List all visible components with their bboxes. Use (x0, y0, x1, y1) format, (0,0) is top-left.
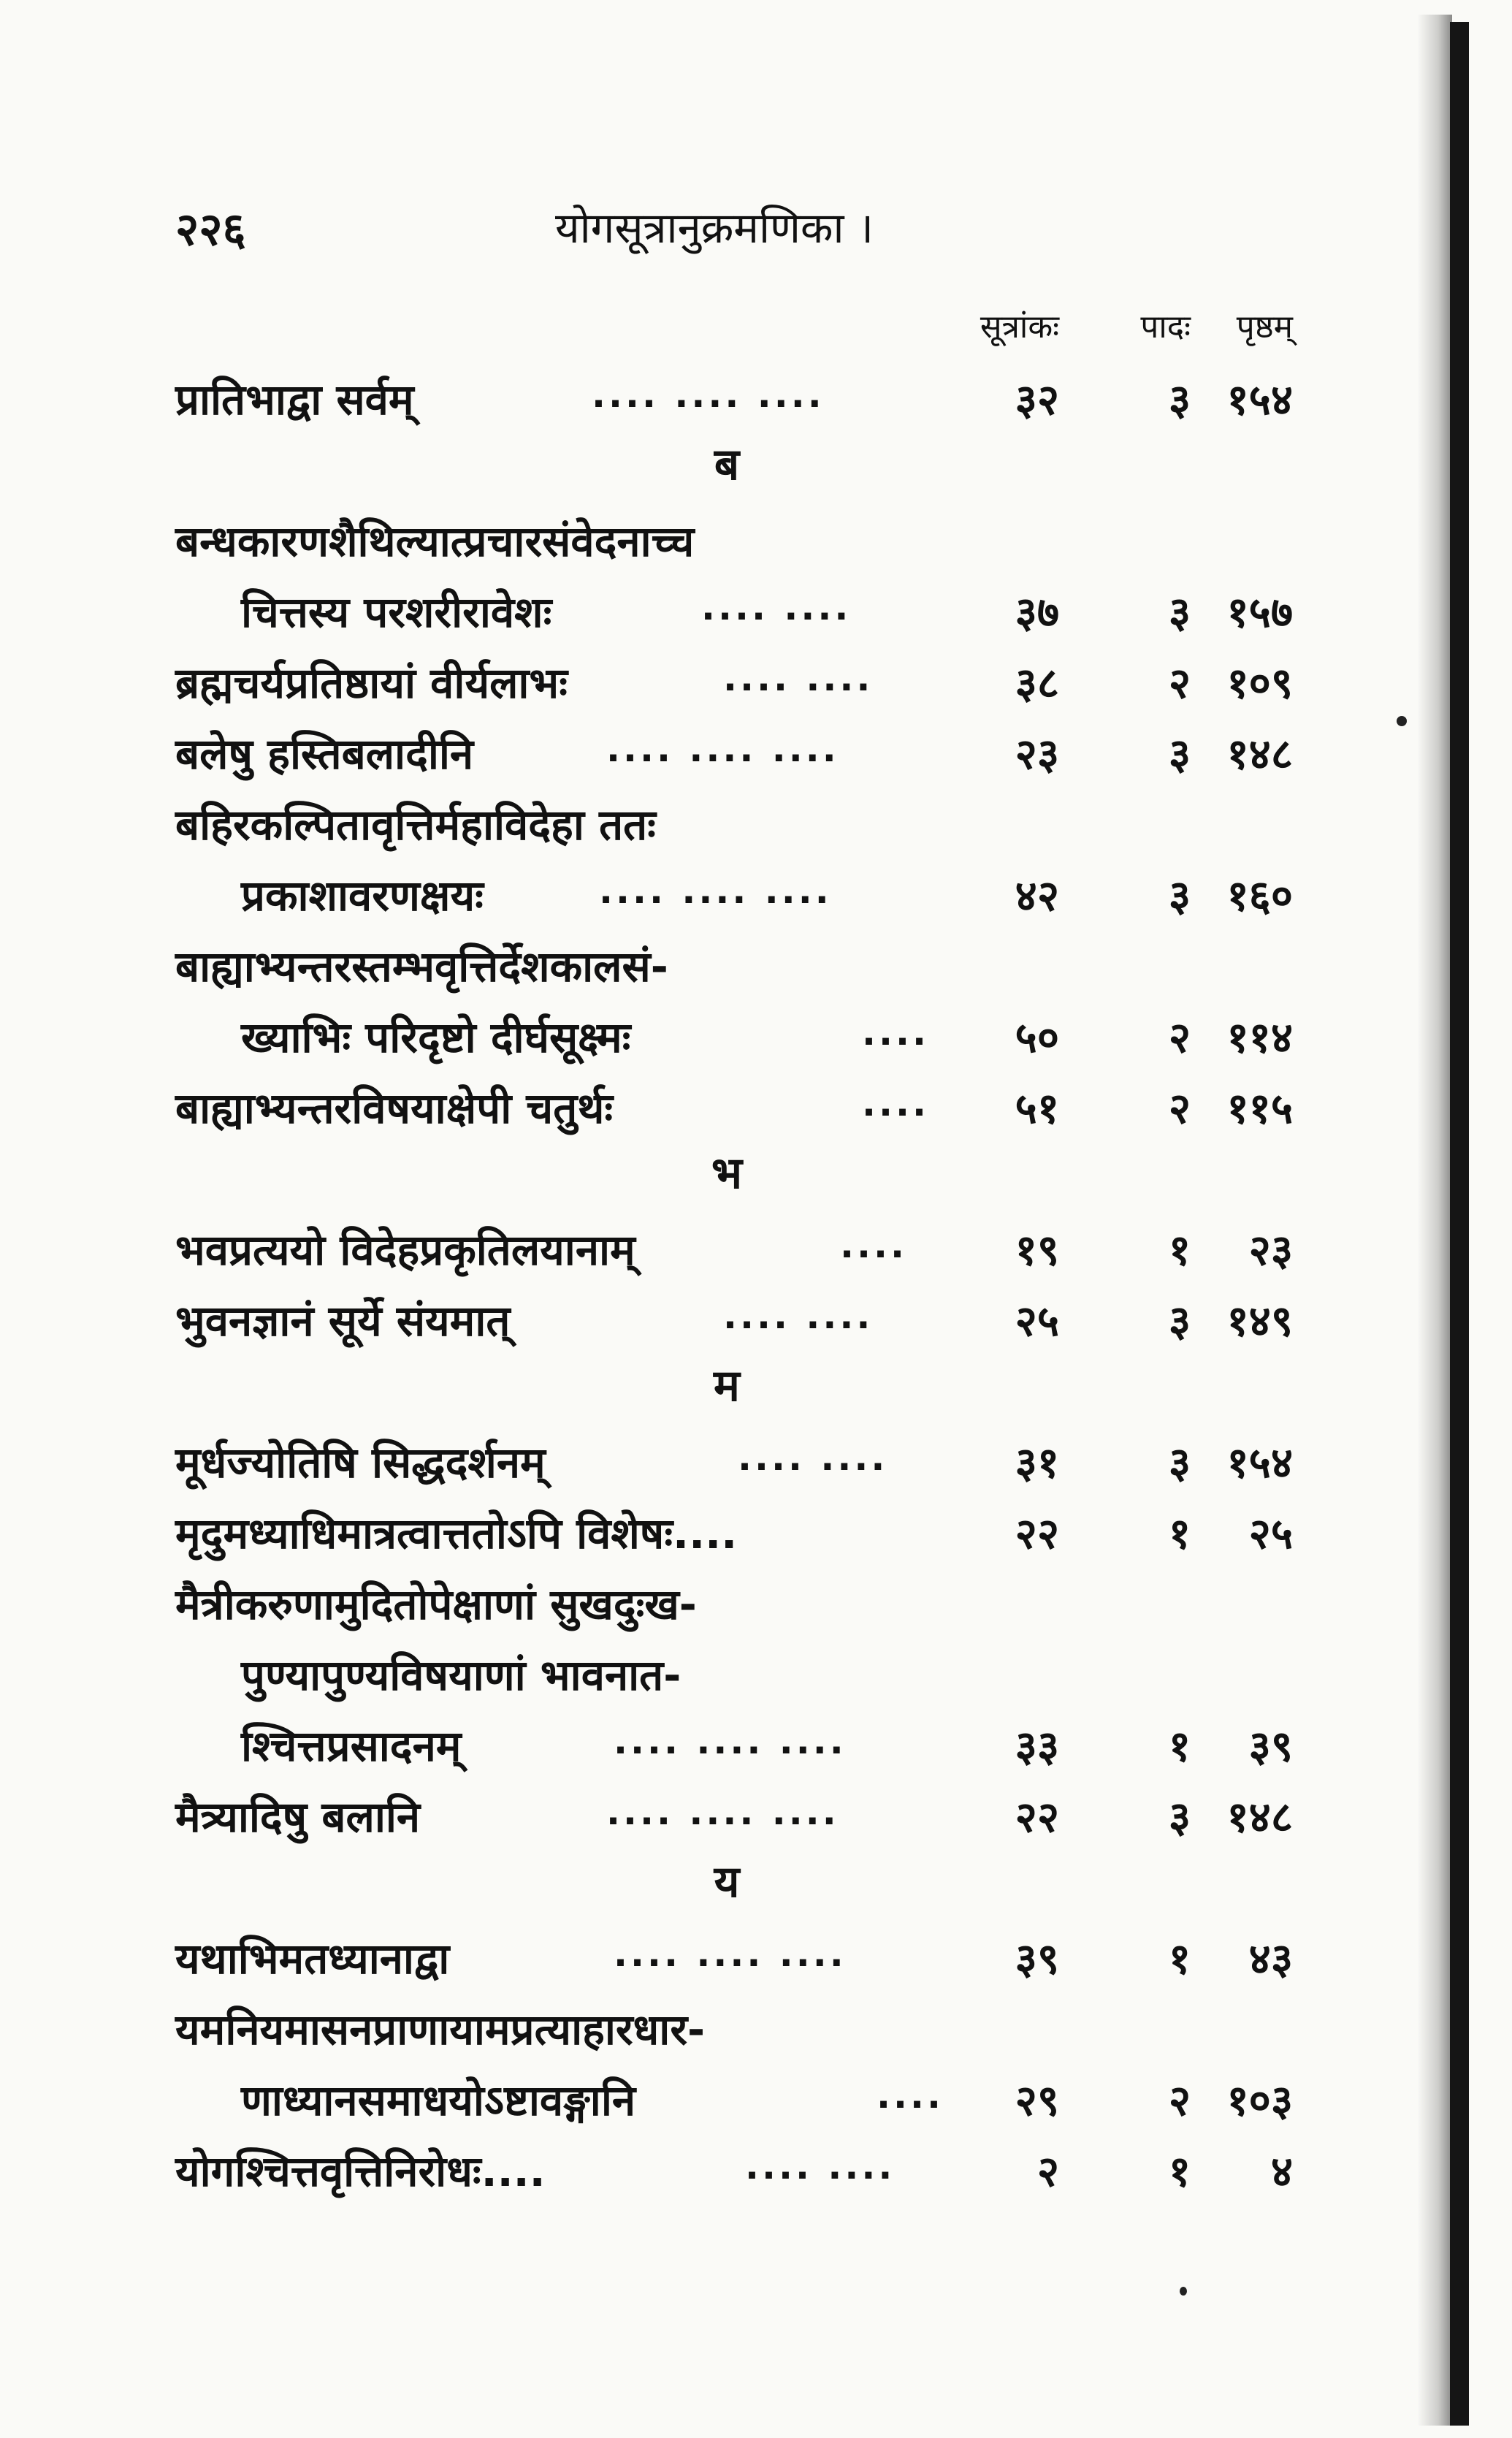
pada-number: ३ (1168, 1792, 1191, 1842)
entry-text: णाध्यानसमाधयोऽष्टावङ्गानि (241, 2076, 636, 2125)
pada-number: ३ (1168, 375, 1191, 424)
sutra-number: २३ (1015, 729, 1059, 779)
dot-leaders: .... .... (745, 2145, 896, 2187)
index-entry (0, 2141, 1388, 2211)
index-entry (0, 1219, 1388, 1290)
section-letter: भ (711, 1148, 743, 1199)
dot-leaders: .... .... .... (614, 1932, 847, 1975)
sutra-number: ५० (1015, 1013, 1059, 1062)
sutra-number: ५१ (1015, 1083, 1059, 1133)
entry-text: मैत्र्यादिषु बलानि (175, 1792, 421, 1842)
entry-text: यमनियमासनप्राणायामप्रत्याहारधार- (175, 2005, 706, 2054)
entry-text: चित्तस्य परशरीरावेशः (241, 587, 552, 637)
pada-number: १ (1168, 2146, 1191, 2196)
page-header (0, 197, 1388, 263)
page-reference: ११४ (1226, 1013, 1293, 1062)
dot-leaders: .... .... (723, 1295, 874, 1337)
dot-leaders: .... .... .... (614, 1720, 847, 1762)
column-header-pada: पादः (1140, 308, 1191, 346)
index-entry (0, 1503, 1388, 1573)
index-entry-continuation (0, 865, 1388, 935)
sutra-number: २९ (1015, 2076, 1059, 2125)
sutra-number: ३८ (1015, 658, 1059, 708)
index-entry-continuation (0, 2070, 1388, 2140)
dot-leaders: .... .... .... (599, 869, 832, 912)
sutra-number: २२ (1015, 1509, 1059, 1558)
pada-number: २ (1168, 658, 1191, 708)
sutra-number: २५ (1015, 1296, 1059, 1346)
entry-text: बन्धकारणशैथिल्यात्प्रचारसंवेदनाच्च (175, 517, 695, 566)
dot-leaders: .... .... .... (606, 728, 839, 770)
entry-text: ब्रह्मचर्यप्रतिष्ठायां वीर्यलाभः (175, 658, 568, 708)
entry-text: भुवनज्ञानं सूर्ये संयमात् (175, 1296, 511, 1346)
index-entry (0, 1290, 1388, 1360)
page-reference: १५७ (1226, 587, 1293, 637)
dot-leaders: .... (877, 2074, 944, 2117)
entry-text: श्चित्तप्रसादनम् (241, 1721, 462, 1771)
pada-number: १ (1168, 1225, 1191, 1275)
page-reference: १५४ (1226, 375, 1293, 424)
page-reference: २३ (1248, 1225, 1293, 1275)
section-letter: य (714, 1856, 740, 1908)
dot-leaders: .... .... (701, 586, 852, 628)
entry-text: बहिरकल्पितावृत्तिर्महाविदेहा ततः (175, 800, 656, 850)
pada-number: ३ (1168, 1296, 1191, 1346)
dot-leaders: .... .... .... (606, 1791, 839, 1833)
page-reference: १०९ (1226, 658, 1293, 708)
index-entry (0, 1574, 1388, 1644)
column-header-sutra: सूत्रांकः (980, 308, 1059, 346)
index-entry (0, 1432, 1388, 1502)
page-reference: ११५ (1226, 1083, 1293, 1133)
index-entry (0, 794, 1388, 864)
entry-text: यथाभिमतध्यानाद्वा (175, 1934, 450, 1984)
pada-number: २ (1168, 1013, 1191, 1062)
sutra-number: ३७ (1015, 587, 1059, 637)
pada-number: ३ (1168, 871, 1191, 921)
pada-number: ३ (1168, 587, 1191, 637)
index-entry-continuation (0, 1715, 1388, 1786)
index-entry (0, 652, 1388, 723)
index-entry (0, 511, 1388, 581)
page-reference: १६० (1226, 871, 1293, 921)
pada-number: १ (1168, 1509, 1191, 1558)
index-entry (0, 1999, 1388, 2069)
sutra-number: ३३ (1015, 1721, 1059, 1771)
index-entry (0, 1928, 1388, 1998)
dot-leaders: .... (840, 1224, 907, 1266)
sutra-number: ३१ (1015, 1438, 1059, 1487)
sutra-number: ४२ (1015, 871, 1059, 921)
page-reference: ३९ (1248, 1721, 1293, 1771)
page-reference: ४ (1270, 2146, 1293, 2196)
dot-leaders: .... .... (738, 1436, 888, 1479)
sutra-number: २२ (1015, 1792, 1059, 1842)
entry-text: मृदुमध्याधिमात्रत्वात्ततोऽपि विशेषः.... (175, 1509, 738, 1558)
book-spine (1450, 22, 1469, 2426)
pada-number: ३ (1168, 729, 1191, 779)
entry-text: बलेषु हस्तिबलादीनि (175, 729, 474, 779)
dot-leaders: .... .... (723, 657, 874, 699)
column-header-page: पृष्ठम् (1236, 308, 1293, 346)
entry-text: पुण्यापुण्यविषयाणां भावनात- (241, 1650, 681, 1700)
dot-leaders: .... (862, 1011, 929, 1054)
entry-text: ख्याभिः परिदृष्टो दीर्घसूक्ष्मः (241, 1013, 631, 1062)
pada-number: १ (1168, 1721, 1191, 1771)
pada-number: ३ (1168, 1438, 1191, 1487)
page-reference: २५ (1248, 1509, 1293, 1558)
page-reference: १०३ (1226, 2076, 1293, 2125)
index-entry-continuation (0, 1007, 1388, 1077)
page-reference: १५४ (1226, 1438, 1293, 1487)
ink-speck (1397, 716, 1407, 726)
page-reference: १४९ (1226, 1296, 1293, 1346)
entry-text: बाह्याभ्यन्तरस्तम्भवृत्तिर्देशकालसं- (175, 942, 668, 991)
index-entry (0, 369, 1388, 439)
sutra-number: ३९ (1015, 1934, 1059, 1984)
pada-number: २ (1168, 2076, 1191, 2125)
section-letter: ब (714, 439, 740, 490)
entry-text: प्रकाशावरणक्षयः (241, 871, 484, 921)
index-entry (0, 1786, 1388, 1856)
entry-text: बाह्याभ्यन्तरविषयाक्षेपी चतुर्थः (175, 1083, 614, 1133)
page-gutter-shadow (1417, 15, 1452, 2426)
page-reference: ४३ (1248, 1934, 1293, 1984)
section-letter: म (714, 1360, 740, 1412)
dot-leaders: .... .... .... (592, 373, 825, 416)
entry-text: मैत्रीकरुणामुदितोपेक्षाणां सुखदुःख- (175, 1580, 697, 1629)
pada-number: २ (1168, 1083, 1191, 1133)
running-title: योगसूत्रानुक्रमणिका । (555, 203, 874, 253)
entry-text: मूर्धज्योतिषि सिद्धदर्शनम् (175, 1438, 546, 1487)
index-entry-continuation (0, 582, 1388, 652)
dot-leaders: .... (862, 1082, 929, 1124)
page-reference: १४८ (1226, 729, 1293, 779)
page-reference: १४८ (1226, 1792, 1293, 1842)
index-entry (0, 723, 1388, 793)
sutra-number: २ (1036, 2146, 1059, 2196)
index-entry (0, 936, 1388, 1006)
sutra-number: ३२ (1015, 375, 1059, 424)
index-entry-continuation (0, 1645, 1388, 1715)
entry-text: योगश्चित्तवृत्तिनिरोधः.... (175, 2146, 546, 2196)
pada-number: १ (1168, 1934, 1191, 1984)
page-number: २२६ (175, 202, 246, 256)
index-entry (0, 1078, 1388, 1148)
entry-text: प्रातिभाद्वा सर्वम् (175, 375, 414, 424)
sutra-number: १९ (1015, 1225, 1059, 1275)
entry-text: भवप्रत्ययो विदेहप्रकृतिलयानाम् (175, 1225, 635, 1275)
ink-speck (1180, 2287, 1187, 2296)
